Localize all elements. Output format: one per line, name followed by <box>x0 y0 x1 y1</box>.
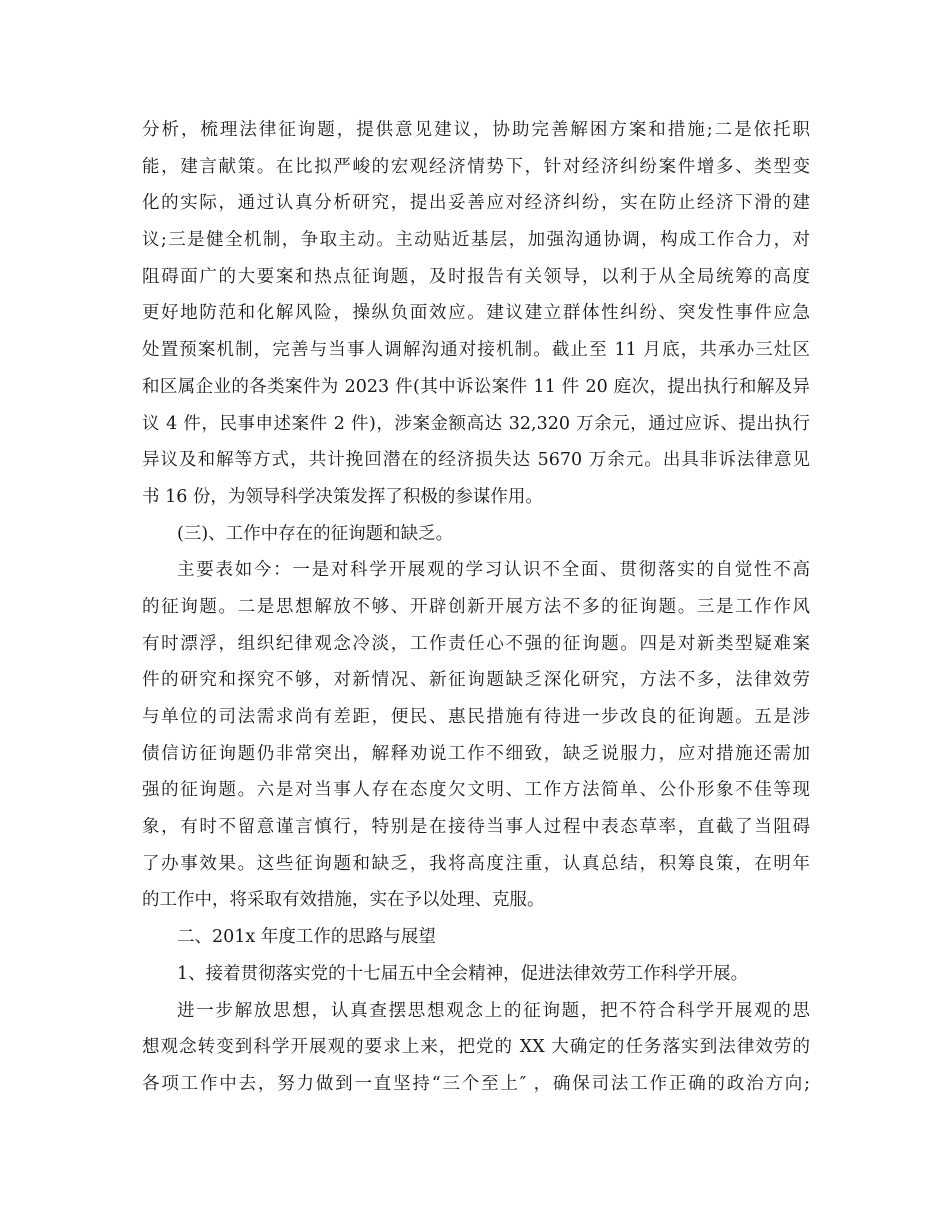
text-line: 件的研究和探究不够，对新情况、新征询题缺乏深化研究，方法不多，法律效劳 <box>142 670 810 691</box>
text-line: 化的实际，通过认真分析研究，提出妥善应对经济纠纷，实在防止经济下滑的建 <box>142 193 810 214</box>
text-line: 进一步解放思想，认真查摆思想观念上的征询题，把不符合科学开展观的思 <box>177 1000 810 1021</box>
text-line: 异议及和解等方式，共计挽回潜在的经济损失达 5670 万余元。出具非诉法律意见 <box>142 450 810 471</box>
text-line: 处置预案机制，完善与当事人调解沟通对接机制。截止至 11 月底，共承办三灶区 <box>142 340 810 361</box>
text-line: (三)、工作中存在的征询题和缺乏。 <box>177 523 454 544</box>
text-line: 的征询题。二是思想解放不够、开辟创新开展方法不多的征询题。三是工作作风 <box>142 596 810 617</box>
text-line: 二、201x 年度工作的思路与展望 <box>177 927 436 948</box>
text-line: 和区属企业的各类案件为 2023 件(其中诉讼案件 11 件 20 庭次，提出执行和解及异 <box>142 376 810 397</box>
text-line: 议 4 件，民事申述案件 2 件)，涉案金额高达 32,320 万余元，通过应诉、提出执行 <box>142 413 810 434</box>
text-line: 书 16 份，为领导科学决策发挥了积极的参谋作用。 <box>142 486 543 507</box>
text-line: 债信访征询题仍非常突出，解释劝说工作不细致，缺乏说服力，应对措施还需加 <box>142 743 810 764</box>
text-line: 更好地防范和化解风险，操纵负面效应。建议建立群体性纠纷、突发性事件应急 <box>142 303 810 324</box>
text-line: 有时漂浮，组织纪律观念冷淡，工作责任心不强的征询题。四是对新类型疑难案 <box>142 633 810 654</box>
text-line: 1、接着贯彻落实党的十七届五中全会精神，促进法律效劳工作科学开展。 <box>177 963 749 984</box>
text-line: 议;三是健全机制，争取主动。主动贴近基层，加强沟通协调，构成工作合力，对 <box>142 230 810 251</box>
text-line: 能，建言献策。在比拟严峻的宏观经济情势下，针对经济纠纷案件增多、类型变 <box>142 156 810 177</box>
text-line: 了办事效果。这些征询题和缺乏，我将高度注重，认真总结，积筹良策，在明年 <box>142 853 810 874</box>
text-line: 强的征询题。六是对当事人存在态度欠文明、工作方法简单、公仆形象不佳等现 <box>142 780 810 801</box>
text-line: 各项工作中去，努力做到一直坚持“三个至上″ ，确保司法工作正确的政治方向; <box>142 1073 810 1094</box>
text-line: 想观念转变到科学开展观的要求上来，把党的 XX 大确定的任务落实到法律效劳的 <box>142 1037 810 1058</box>
document-body <box>142 112 810 1103</box>
text-line: 象，有时不留意谨言慎行，特别是在接待当事人过程中表态草率，直截了当阻碍 <box>142 817 810 838</box>
text-line: 的工作中，将采取有效措施，实在予以处理、克服。 <box>142 890 545 911</box>
text-line: 分析，梳理法律征询题，提供意见建议，协助完善解困方案和措施;二是依托职 <box>142 120 810 140</box>
text-line: 主要表如今：一是对科学开展观的学习认识不全面、贯彻落实的自觉性不高 <box>177 560 810 581</box>
text-line: 阻碍面广的大要案和热点征询题，及时报告有关领导，以利于从全局统筹的高度 <box>142 266 810 287</box>
text-line: 与单位的司法需求尚有差距，便民、惠民措施有待进一步改良的征询题。五是涉 <box>142 707 810 727</box>
